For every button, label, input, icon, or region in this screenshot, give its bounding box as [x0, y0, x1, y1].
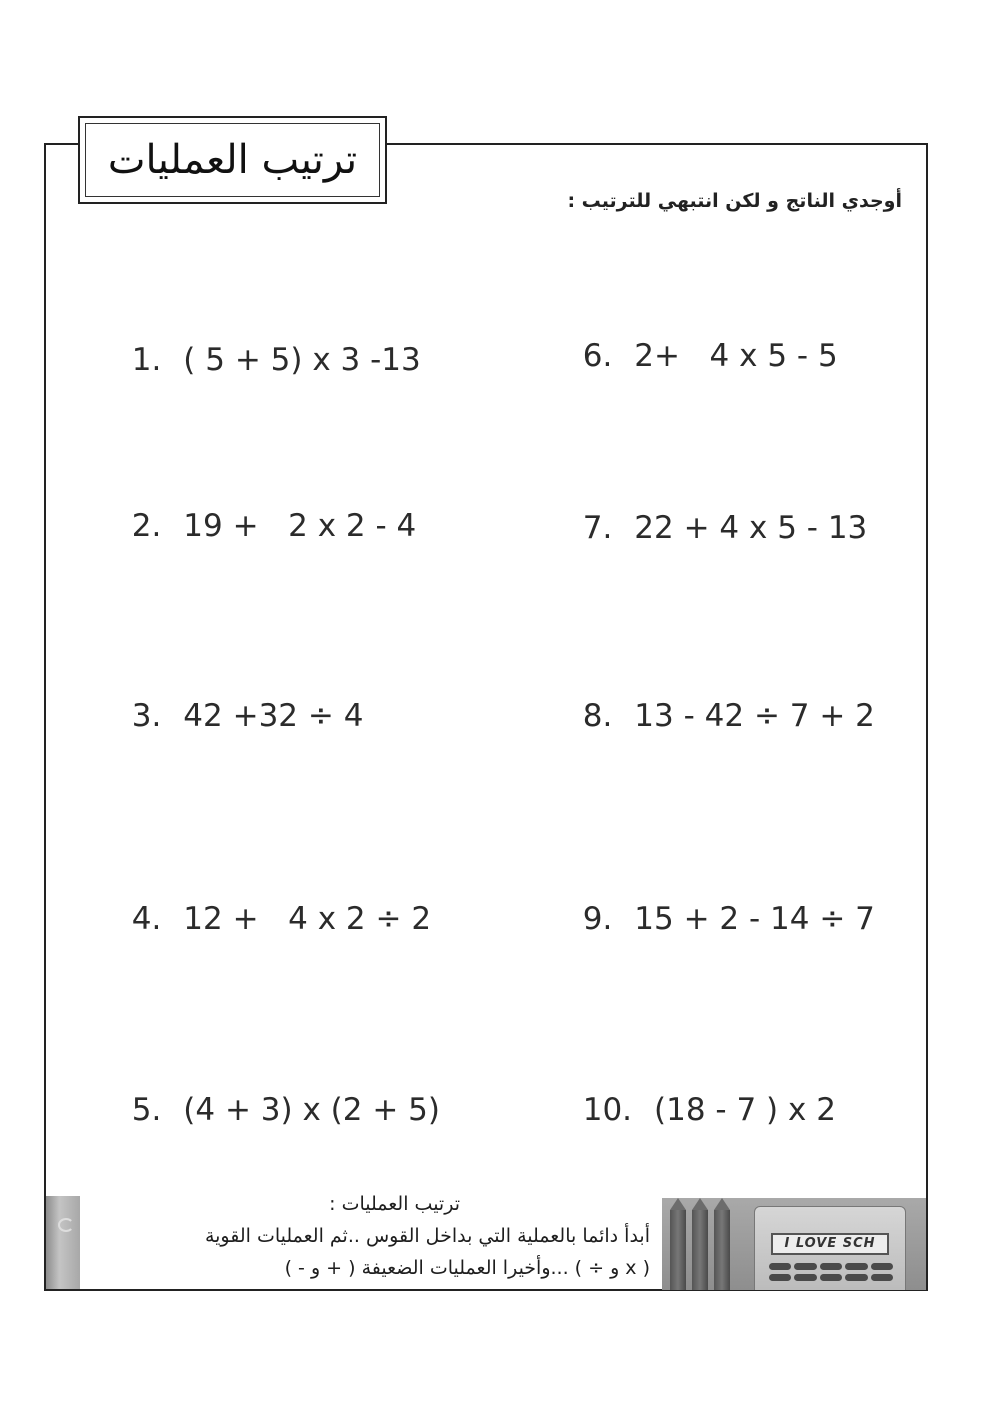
note-title: ترتيب العمليات :: [329, 1193, 460, 1215]
pencils-calculator-illustration: [662, 1198, 926, 1290]
problem-number: 10.: [582, 1092, 633, 1128]
problem-7: [563, 474, 867, 546]
pencil-icon: [670, 1210, 686, 1290]
problem-expression: 12 + 4 x 2 ÷ 2: [183, 901, 432, 937]
problem-2: [112, 472, 416, 544]
problem-1: [112, 306, 421, 378]
problem-expression: 2+ 4 x 5 - 5: [634, 338, 838, 374]
note-line-2: ( x و ÷ ) ...وأخيرا العمليات الضعيفة ( + و - ): [284, 1257, 650, 1279]
problem-4: [112, 865, 431, 937]
problem-expression: 15 + 2 - 14 ÷ 7: [634, 901, 875, 937]
instruction-text: أوجدي الناتج و لكن انتبهي للترتيب :: [567, 190, 902, 212]
problem-expression: ( 5 + 5) x 3 -13: [183, 342, 421, 378]
problem-number: 3.: [131, 698, 162, 734]
problem-expression: 22 + 4 x 5 - 13: [634, 510, 868, 546]
worksheet-title: ترتيب العمليات: [107, 137, 358, 183]
problem-6: [563, 302, 838, 374]
pencil-icon: [692, 1210, 708, 1290]
title-inner-border: [85, 123, 380, 197]
problem-5: [112, 1056, 440, 1128]
problem-expression: (18 - 7 ) x 2: [654, 1092, 836, 1128]
problem-10: [563, 1056, 836, 1128]
pencil-icon: [714, 1210, 730, 1290]
calculator-display: I LOVE SCH: [771, 1233, 889, 1255]
problem-number: 9.: [582, 901, 613, 937]
calculator-keys: [769, 1263, 893, 1281]
problem-9: [563, 865, 875, 937]
order-rule-note: [205, 1188, 650, 1284]
problem-number: 2.: [131, 508, 162, 544]
decorative-strip: [46, 1196, 80, 1289]
problem-number: 5.: [131, 1092, 162, 1128]
calculator-icon: [754, 1206, 906, 1290]
problem-number: 7.: [582, 510, 613, 546]
title-box: [78, 116, 387, 204]
problem-3: [112, 662, 363, 734]
problem-expression: 42 +32 ÷ 4: [183, 698, 364, 734]
problem-number: 8.: [582, 698, 613, 734]
problem-number: 4.: [131, 901, 162, 937]
problem-8: [563, 662, 875, 734]
problem-number: 6.: [582, 338, 613, 374]
problem-expression: (4 + 3) x (2 + 5): [183, 1092, 440, 1128]
curl-icon: [58, 1218, 74, 1232]
problem-number: 1.: [131, 342, 162, 378]
problem-expression: 19 + 2 x 2 - 4: [183, 508, 417, 544]
note-line-1: أبدأ دائما بالعملية التي بداخل القوس ..ثم العمليات القوية: [204, 1225, 650, 1247]
problem-expression: 13 - 42 ÷ 7 + 2: [634, 698, 875, 734]
